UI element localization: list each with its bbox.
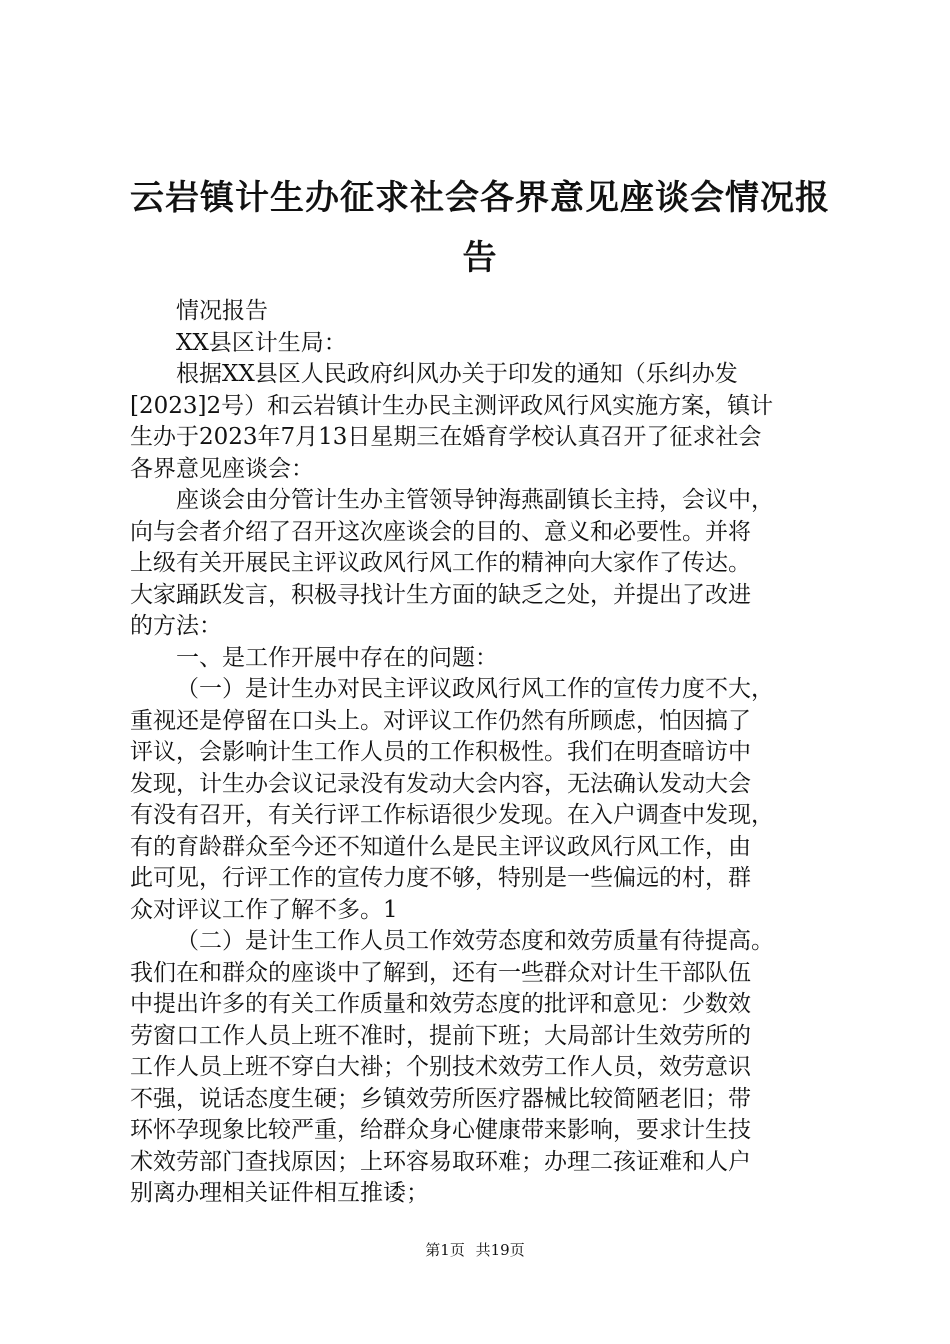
page-footer — [0, 1240, 950, 1260]
body-line: 此可见，行评工作的宣传力度不够，特别是一些偏远的村，群 — [130, 865, 751, 891]
body-line: 一、是工作开展中存在的问题： — [176, 644, 498, 671]
body-line: 根据XX县区人民政府纠风办关于印发的通知（乐纠办发 — [176, 361, 738, 387]
title-line-1: 云岩镇计生办征求社会各界意见座谈会情况报 — [130, 178, 830, 218]
body-line: 的方法： — [130, 613, 222, 639]
document-body — [130, 296, 830, 1210]
body-line: 工作人员上班不穿白大褂；个别技术效劳工作人员，效劳意识 — [130, 1054, 751, 1080]
body-line: 向与会者介绍了召开这次座谈会的目的、意义和必要性。并将 — [130, 518, 751, 545]
body-line: [2023]2号）和云岩镇计生办民主测评政风行风实施方案，镇计 — [130, 392, 774, 419]
body-line: 不强，说话态度生硬；乡镇效劳所医疗器械比较简陋老旧；带 — [130, 1085, 751, 1112]
body-line: 众对评议工作了解不多。1 — [130, 896, 398, 923]
page-total: 共19页 — [475, 1241, 525, 1259]
body-line: XX县区计生局： — [176, 329, 347, 356]
title-line-2: 告 — [462, 238, 498, 278]
body-line: 有没有召开，有关行评工作标语很少发现。在入户调查中发现， — [130, 802, 774, 828]
body-line: 重视还是停留在口头上。对评议工作仍然有所顾虑，怕因搞了 — [130, 707, 751, 734]
body-line: 上级有关开展民主评议政风行风工作的精神向大家作了传达。 — [130, 550, 751, 576]
body-line: 大家踊跃发言，积极寻找计生方面的缺乏之处，并提出了改进 — [130, 581, 751, 608]
body-line: 情况报告 — [176, 298, 268, 324]
body-line: 生办于2023年7月13日星期三在婚育学校认真召开了征求社会 — [130, 424, 762, 450]
body-line: 有的育龄群众至今还不知道什么是民主评议政风行风工作，由 — [130, 833, 751, 860]
body-line: 中提出许多的有关工作质量和效劳态度的批评和意见：少数效 — [130, 991, 751, 1017]
body-line: 劳窗口工作人员上班不准时，提前下班；大局部计生效劳所的 — [130, 1022, 751, 1049]
body-line: 评议，会影响计生工作人员的工作积极性。我们在明查暗访中 — [130, 739, 751, 765]
document-title — [110, 168, 850, 288]
body-line: 我们在和群众的座谈中了解到，还有一些群众对计生干部队伍 — [130, 959, 751, 986]
body-line: （二）是计生工作人员工作效劳态度和效劳质量有待提高。 — [176, 928, 774, 954]
body-line: 术效劳部门查找原因；上环容易取环难；办理二孩证难和人户 — [130, 1148, 751, 1175]
body-line: 座谈会由分管计生办主管领导钟海燕副镇长主持，会议中， — [176, 487, 774, 513]
body-line: 别离办理相关证件相互推诿； — [130, 1180, 429, 1206]
body-line: 发现，计生办会议记录没有发动大会内容，无法确认发动大会 — [130, 770, 751, 797]
body-line: 各界意见座谈会： — [130, 455, 314, 482]
body-line: 环怀孕现象比较严重，给群众身心健康带来影响，要求计生技 — [130, 1117, 751, 1143]
page-number: 第1页 — [425, 1241, 465, 1259]
body-line: （一）是计生办对民主评议政风行风工作的宣传力度不大， — [176, 676, 774, 702]
